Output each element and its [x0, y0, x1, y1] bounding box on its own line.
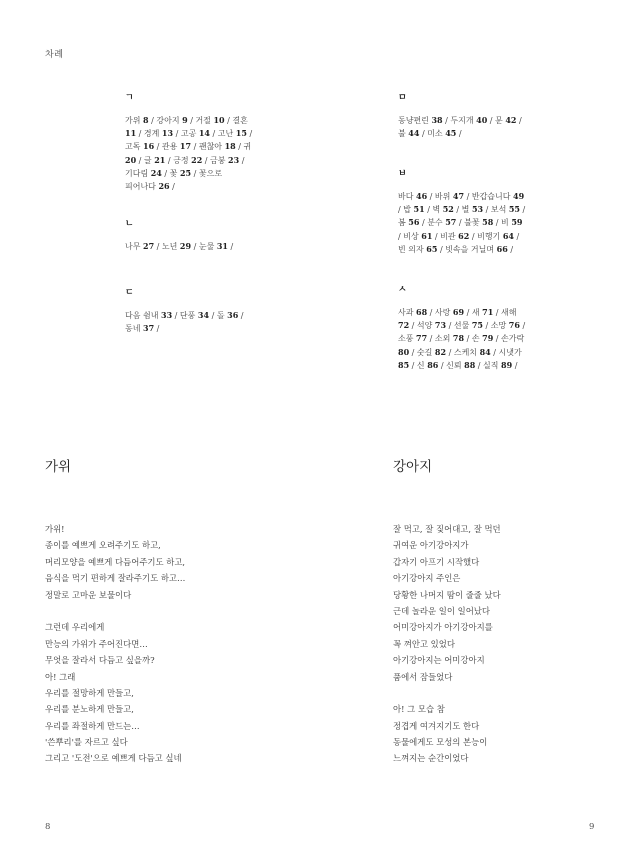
toc-entry-page: 29	[179, 241, 192, 251]
toc-entry-page: 37	[143, 323, 155, 334]
toc-entry	[432, 205, 453, 214]
toc-entry-page: 45	[445, 128, 457, 139]
toc-entry	[125, 116, 149, 125]
toc-entry-title: 가위	[125, 116, 143, 125]
poem-line: 아기강아지 주인은	[393, 573, 461, 584]
toc-entry-page: 51	[413, 204, 425, 215]
poem-body-right	[393, 521, 501, 767]
toc-entry	[162, 142, 191, 151]
toc-entry	[501, 218, 522, 227]
toc-entry-title: 금붕	[210, 155, 229, 165]
toc-entry	[464, 218, 493, 227]
toc-entry	[491, 205, 520, 214]
toc-letter: ㄴ	[125, 219, 134, 229]
toc-entry-page: 58	[482, 217, 494, 228]
toc-entry-page: 79	[482, 333, 494, 344]
toc-entry-title: 고공	[180, 129, 199, 139]
toc-entry-title: 바위	[434, 192, 453, 201]
poem-line: 어미강아지가 아기강아지를	[393, 622, 493, 633]
toc-entry-page: 77	[416, 333, 428, 344]
toc-entry-page: 80	[398, 346, 410, 357]
toc-entry	[483, 361, 512, 370]
toc-entry-page: 71	[482, 307, 494, 317]
poem-line: 느껴지는 순간이었다	[393, 753, 469, 764]
toc-entry-title: 신	[416, 360, 428, 370]
toc-entry-title: 눈물	[198, 242, 217, 251]
toc-entry	[125, 324, 154, 333]
toc-entry	[445, 245, 508, 254]
toc-entry	[403, 205, 424, 214]
toc-section-mieum	[398, 90, 526, 140]
stanza-break	[393, 685, 501, 701]
toc-entry-page: 42	[505, 115, 517, 125]
toc-entry-page: 78	[452, 333, 465, 344]
poem-line: 종이를 예쁘게 오려주기도 하고,	[45, 540, 161, 551]
toc-entry	[417, 348, 446, 357]
toc-entry-title: 결혼	[232, 116, 248, 125]
poem-title-left: 가위	[45, 459, 72, 475]
toc-entries: 바다 46 / 바위 47 / 반갑습니다 49 / 밥 51 / 벽 52 / 별 53 / 보석 55 / 봄 56 / 분수 57 / 불꽃 58 / 비 59 / 비상 61 / 비관 62 / 비행기 64 / 빈 의자 65 / 빗속을 거닐며 66 /	[398, 191, 526, 254]
toc-entries: 가위 8 / 강아지 9 / 거절 10 / 결혼 11 / 경계 13 / 고공 14 / 고난 15 / 고독 16 / 관용 17 / 괜찮아 18 / 귀 20 / 글 21 / 긍정 22 / 금붕 23 / 기다림 24 / 꽃 25 / 꽃으로 피어나다 26 /	[125, 115, 253, 192]
toc-entry-page: 53	[471, 204, 484, 215]
toc-entry-title: 보석	[490, 205, 509, 215]
poem-line: 머리모양을 예쁘게 다듬어주기도 하고,	[45, 556, 186, 567]
toc-entry	[210, 156, 239, 165]
toc-entry	[398, 129, 419, 138]
toc-entry	[495, 116, 516, 125]
toc-entry	[156, 116, 187, 125]
toc-entry-title: 밥	[403, 205, 414, 215]
toc-entry-page: 52	[442, 204, 454, 215]
poem-line: 정말로 고마운 보물이다	[45, 589, 132, 600]
toc-entry-page: 86	[427, 359, 439, 370]
toc-entry-title: 비관	[440, 231, 459, 241]
poem-line: 갑자기 아프기 시작했다	[393, 556, 480, 567]
toc-entry-page: 22	[191, 154, 203, 165]
toc-entry-page: 44	[408, 128, 420, 139]
poem-line: '쓴뿌리'를 자르고 싶다	[45, 737, 128, 748]
toc-entry	[218, 129, 247, 138]
poem-line: 동물에게도 모성의 본능이	[393, 737, 488, 748]
poem-body-left	[45, 521, 185, 767]
toc-entry-title: 별	[461, 205, 472, 215]
toc-entry-title: 기다림	[125, 168, 151, 178]
toc-letter: ㅂ	[398, 169, 407, 179]
toc-entry	[477, 232, 514, 241]
toc-entry	[162, 242, 191, 251]
toc-entry-page: 88	[464, 359, 476, 370]
toc-entry-page: 27	[143, 241, 155, 251]
toc-entry-page: 85	[398, 359, 410, 370]
toc-entry	[427, 218, 456, 227]
toc-entry	[180, 311, 209, 320]
toc-entry-page: 61	[421, 230, 433, 241]
toc-entry	[472, 308, 493, 317]
toc-entry-page: 38	[431, 115, 443, 125]
toc-entry-title: 고난	[217, 129, 236, 139]
toc-entry-page: 46	[416, 191, 428, 201]
toc-entry-title: 꽃	[169, 168, 180, 178]
toc-entry-page: 8	[143, 115, 149, 125]
toc-entry	[450, 116, 487, 125]
toc-entry-page: 47	[452, 191, 465, 201]
page-number-right: 9	[589, 822, 595, 832]
toc-entry-title: 소외	[434, 334, 453, 344]
toc-entry-page: 17	[179, 141, 192, 152]
toc-entry-page: 31	[216, 241, 228, 251]
toc-entry-title: 빈 의자	[398, 244, 427, 254]
toc-letter: ㅅ	[398, 285, 407, 295]
toc-entry-page: 75	[471, 320, 483, 331]
poem-line: 그리고 '도전'으로 예쁘게 다듬고 싶네	[45, 753, 182, 764]
toc-entry-page: 56	[408, 217, 420, 228]
toc-entry	[435, 308, 464, 317]
toc-entry-title: 거절	[195, 116, 214, 125]
toc-entry-title: 강아지	[156, 116, 183, 125]
toc-section-giyeok	[125, 90, 253, 193]
toc-entries: 사과 68 / 사랑 69 / 새 71 / 새해 72 / 석양 73 / 선물 75 / 소망 76 / 소풍 77 / 소외 78 / 손 79 / 손가락 80 / 숫길 82 / 스케치 84 / 시냇가 85 / 신 86 / 신뢰 88 / 실직 89 /	[398, 307, 526, 370]
toc-entry-title: 비상	[403, 231, 422, 241]
toc-entry-title: 손	[471, 334, 483, 344]
toc-entry	[199, 242, 228, 251]
poem-line: 우리를 좌절하게 만드는…	[45, 720, 140, 731]
toc-entry-page: 11	[125, 128, 137, 139]
toc-entry-title: 글	[143, 155, 155, 165]
toc-entry	[398, 308, 427, 317]
toc-entry-title: 사랑	[434, 308, 453, 317]
toc-entry-page: 14	[198, 128, 210, 139]
toc-entry-title: 바다	[398, 192, 416, 201]
toc-entry-page: 10	[213, 115, 225, 125]
poem-line: 아기강아지는 어미강아지	[393, 655, 485, 666]
toc-entry	[170, 169, 191, 178]
toc-entry	[417, 361, 438, 370]
toc-entry	[417, 321, 446, 330]
toc-entry-page: 68	[416, 307, 428, 317]
toc-entry-title: 불꽃	[464, 218, 483, 228]
toc-entry-page: 49	[513, 191, 525, 201]
poem-line: 아! 그 모습 참	[393, 704, 445, 715]
toc-entry-title: 꽃으로 피어나다	[125, 168, 223, 192]
toc-entry-page: 82	[434, 346, 447, 357]
poem-line: 음식을 먹기 편하게 잘라주기도 하고…	[45, 573, 186, 584]
toc-entry-page: 57	[445, 217, 457, 228]
toc-letter: ㄷ	[125, 288, 134, 298]
toc-entry-title: 동네	[125, 324, 143, 334]
toc-entry-page: 21	[154, 154, 166, 165]
toc-entry-page: 36	[227, 310, 239, 320]
toc-entries: 나무 27 / 노년 29 / 눈물 31 /	[125, 241, 234, 251]
toc-entry	[454, 321, 483, 330]
toc-entry	[472, 334, 493, 343]
poem-line: 근데 놀라운 일이 일어났다	[393, 605, 490, 616]
poem-line: 잘 먹고, 잘 짖어대고, 잘 먹던	[393, 524, 501, 534]
toc-entry-title: 봄	[398, 218, 409, 228]
toc-entry	[398, 218, 419, 227]
toc-section-bieup	[398, 166, 526, 256]
toc-entries: 동냥편린 38 / 두지개 40 / 문 42 / 불 44 / 미소 45 /	[398, 115, 522, 139]
toc-entry-title: 다음 쉼내	[125, 311, 161, 320]
poem-line: 품에서 잠들었다	[393, 671, 453, 682]
toc-entry-page: 26	[158, 181, 170, 192]
toc-entry-title: 시냇가	[498, 347, 522, 357]
toc-entry-page: 59	[511, 217, 523, 228]
toc-entry-page: 66	[496, 243, 508, 254]
toc-entry	[491, 321, 520, 330]
toc-entry-title: 긍정	[173, 155, 192, 165]
poem-line: 우리를 분노하게 만들고,	[45, 704, 134, 715]
poem-line: 정겹게 여겨지기도 한다	[393, 720, 480, 731]
poem-title-right: 강아지	[393, 459, 433, 475]
toc-entry	[199, 142, 236, 151]
toc-section-digeut	[125, 285, 253, 335]
toc-entry-page: 76	[508, 320, 520, 331]
toc-entry-page: 13	[161, 128, 174, 139]
toc-entry-title: 비행기	[477, 231, 503, 241]
toc-entry	[398, 245, 437, 254]
toc-entry-title: 신뢰	[446, 360, 465, 370]
toc-entry-title: 문	[495, 116, 506, 125]
toc-entry	[125, 142, 154, 151]
toc-entry-title: 미소	[427, 129, 446, 139]
toc-entry	[472, 192, 524, 201]
page-header: 차례	[45, 50, 64, 60]
poem-line: 가위!	[45, 524, 65, 534]
toc-entry	[403, 232, 432, 241]
toc-entry	[144, 156, 165, 165]
toc-entry-page: 34	[197, 310, 210, 320]
toc-entry	[144, 129, 173, 138]
toc-entry-page: 23	[228, 154, 240, 165]
toc-entry	[398, 334, 427, 343]
toc-entry-title: 손가락	[501, 334, 525, 344]
toc-entry	[195, 116, 224, 125]
toc-entry-title: 불	[398, 129, 409, 139]
toc-entry	[398, 192, 427, 201]
toc-entry-page: 89	[501, 359, 513, 370]
toc-letter: ㅁ	[398, 93, 407, 103]
toc-entry	[435, 192, 464, 201]
toc-entry	[446, 361, 475, 370]
poem-line: 귀여운 아기강아지가	[393, 540, 469, 551]
poem-line: 꼭 껴안고 있었다	[393, 638, 455, 649]
toc-entry-title: 반갑습니다	[471, 192, 514, 201]
toc-entry-page: 20	[125, 154, 137, 165]
toc-entry	[462, 205, 483, 214]
toc-entry-title: 괜찮아	[198, 142, 225, 152]
toc-entry-page: 62	[458, 230, 470, 241]
toc-entry-title: 소풍	[398, 334, 416, 344]
toc-entry	[173, 156, 202, 165]
toc-entry	[217, 311, 238, 320]
toc-entry	[125, 311, 172, 320]
toc-section-siot	[398, 282, 526, 372]
toc-entry-page: 33	[161, 310, 173, 320]
toc-entry-title: 비	[501, 218, 512, 228]
toc-entry-title: 스케치	[453, 347, 480, 357]
poem-line: 그런데 우리에게	[45, 622, 105, 633]
toc-entry	[398, 116, 443, 125]
page-number-left: 8	[45, 822, 51, 832]
toc-entry	[454, 348, 491, 357]
toc-entry-page: 16	[143, 141, 155, 152]
toc-entry-page: 65	[426, 243, 438, 254]
toc-entry-title: 동냥편린	[398, 116, 432, 125]
toc-entry	[181, 129, 210, 138]
toc-entry-title: 관용	[161, 142, 180, 152]
toc-entry	[435, 334, 464, 343]
toc-entry-page: 24	[150, 167, 162, 178]
toc-entry-title: 귀	[243, 142, 252, 152]
toc-entry-title: 새해	[501, 308, 517, 317]
toc-entry-page: 73	[434, 320, 447, 331]
stanza-break	[45, 603, 185, 619]
toc-entry-title: 단풍	[179, 311, 198, 320]
poem-line: 무엇을 잘라서 다듬고 싶을까?	[45, 655, 155, 666]
poem-line: 우리를 절망하게 만들고,	[45, 687, 134, 698]
toc-entry-page: 15	[235, 128, 247, 139]
poem-line: 당황한 나머지 땀이 줄줄 났다	[393, 589, 501, 600]
toc-entry	[125, 169, 162, 178]
poem-line: 만능의 가위가 주어진다면…	[45, 638, 148, 649]
toc-entry-title: 돌	[216, 311, 228, 320]
toc-entry-title: 두지개	[450, 116, 477, 125]
toc-entry-title: 노년	[161, 242, 180, 251]
toc-entry-title: 분수	[427, 218, 446, 228]
toc-entry-page: 72	[398, 320, 410, 331]
toc-entry-title: 경계	[143, 129, 162, 139]
toc-entry-page: 9	[182, 115, 188, 125]
toc-entry	[440, 232, 469, 241]
toc-entry-title: 석양	[416, 321, 435, 331]
toc-entry-title: 소망	[490, 321, 509, 331]
toc-letter: ㄱ	[125, 93, 134, 103]
toc-entry-title: 빗속을 거닐며	[445, 244, 497, 254]
toc-entry-title: 실직	[483, 360, 502, 370]
toc-entry-title: 나무	[125, 242, 143, 251]
toc-entry-page: 69	[452, 307, 465, 317]
toc-entry-page: 84	[479, 346, 491, 357]
toc-entry-title: 숫길	[416, 347, 435, 357]
toc-entry-page: 18	[224, 141, 236, 152]
toc-entry-title: 벽	[432, 205, 443, 215]
toc-entry	[427, 129, 456, 138]
toc-entry-title: 선물	[453, 321, 472, 331]
toc-entry-title: 새	[471, 308, 483, 317]
toc-entry-page: 40	[476, 115, 488, 125]
toc-entry-title: 사과	[398, 308, 416, 317]
toc-entries: 다음 쉼내 33 / 단풍 34 / 돌 36 / 동네 37 /	[125, 310, 244, 334]
toc-section-nieun	[125, 216, 253, 253]
toc-entry	[125, 242, 154, 251]
toc-entry-page: 25	[179, 167, 192, 178]
poem-line: 아! 그래	[45, 671, 76, 682]
toc-entry-title: 고독	[125, 142, 143, 152]
toc-entry-page: 55	[508, 204, 520, 215]
toc-entry-page: 64	[502, 230, 514, 241]
